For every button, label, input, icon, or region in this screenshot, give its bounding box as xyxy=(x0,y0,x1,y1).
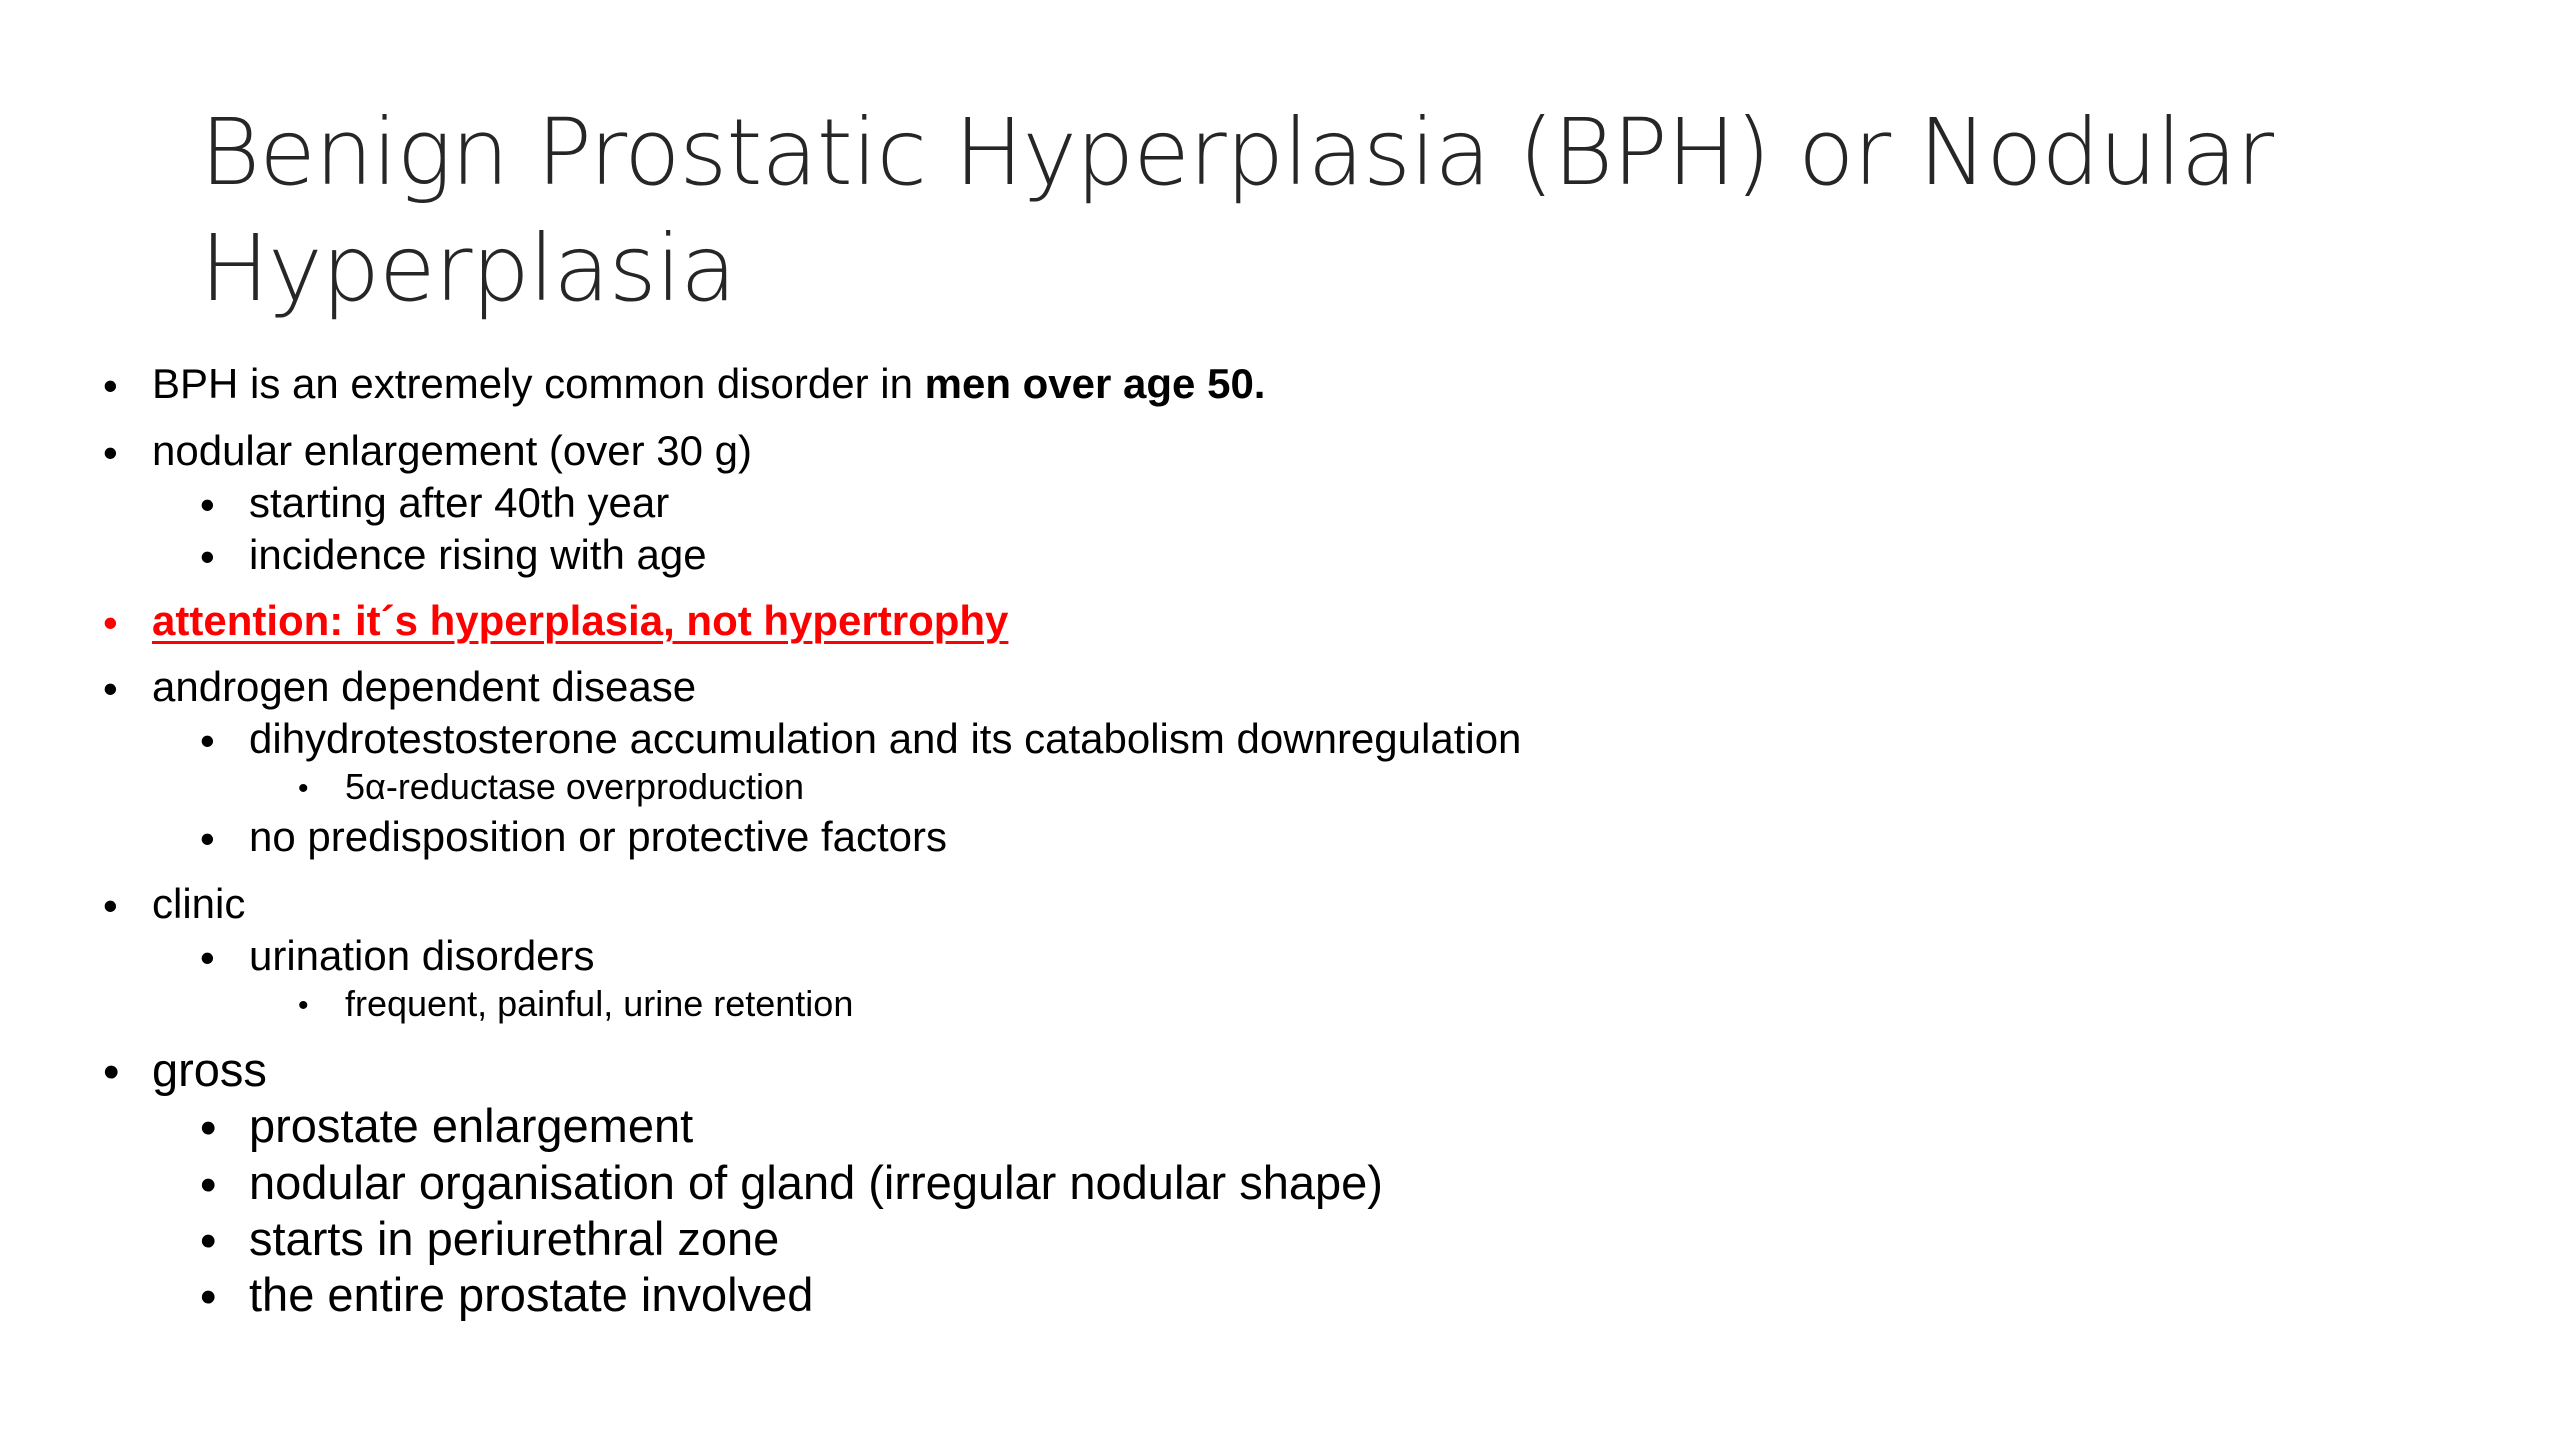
item-text: BPH is an extremely common disorder in xyxy=(152,360,925,407)
list-item: dihydrotestosterone accumulation and its catabolism downregulation xyxy=(249,715,1522,762)
bullet-icon: • xyxy=(103,665,118,712)
list-item xyxy=(152,358,1265,410)
bullet-icon: • xyxy=(200,1158,217,1211)
list-item: nodular organisation of gland (irregular nodular shape) xyxy=(249,1156,1383,1209)
bullet-icon: • xyxy=(200,481,215,528)
list-item: no predisposition or protective factors xyxy=(249,813,948,860)
list-item: the entire prostate involved xyxy=(249,1268,814,1321)
bullet-icon: • xyxy=(103,599,118,646)
list-item: 5α-reductase overproduction xyxy=(345,766,805,807)
list-item: androgen dependent disease xyxy=(152,663,697,710)
bullet-icon: • xyxy=(200,1101,217,1154)
list-item: clinic xyxy=(152,880,246,927)
bullet-icon: • xyxy=(200,717,215,764)
item-text-emphasis: men over age 50. xyxy=(924,360,1266,407)
bullet-icon: • xyxy=(200,815,215,862)
list-item: starts in periurethral zone xyxy=(249,1212,780,1265)
bullet-icon: • xyxy=(103,429,118,476)
bullet-icon: • xyxy=(200,1270,217,1323)
bullet-icon: • xyxy=(200,934,215,981)
bullet-icon: • xyxy=(298,772,309,805)
list-item: gross xyxy=(152,1043,267,1096)
title-line-1: Benign Prostatic Hyperplasia (BPH) or Nodular xyxy=(200,99,2274,206)
list-item: incidence rising with age xyxy=(249,531,707,578)
list-item: prostate enlargement xyxy=(249,1099,694,1152)
bullet-icon: • xyxy=(200,533,215,580)
list-item-attention: attention: it´s hyperplasia, not hypertrophy xyxy=(152,597,1009,644)
list-item: urination disorders xyxy=(249,932,595,979)
list-item: nodular enlargement (over 30 g) xyxy=(152,427,753,474)
bullet-icon: • xyxy=(103,362,118,409)
bullet-icon: • xyxy=(103,1045,120,1098)
bullet-icon: • xyxy=(200,1214,217,1267)
title-line-2: Hyperplasia xyxy=(200,215,736,322)
list-item: frequent, painful, urine retention xyxy=(345,983,854,1024)
bullet-icon: • xyxy=(298,989,309,1022)
bullet-icon: • xyxy=(103,882,118,929)
list-item: starting after 40th year xyxy=(249,479,670,526)
